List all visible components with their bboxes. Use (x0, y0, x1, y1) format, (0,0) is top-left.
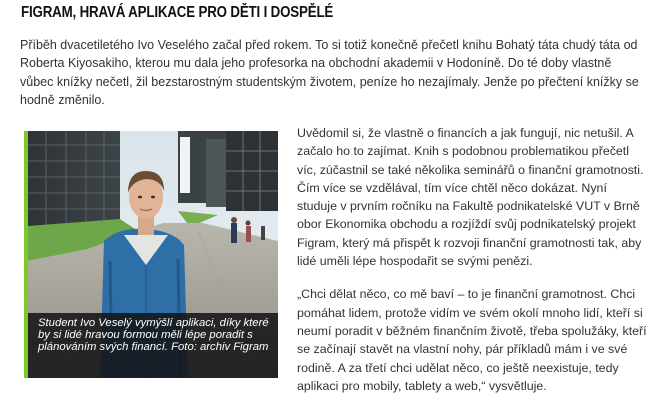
article-headline: FIGRAM, HRAVÁ APLIKACE PRO DĚTI I DOSPĚLÉ (21, 4, 334, 21)
article-lead-paragraph: Příběh dvacetiletého Ivo Veselého začal před rokem. To si totiž konečně přečetl knihu Bohatý táta chudý táta od Roberta Kiyosakiho, kterou mu dala jeho profesorka na obchodní akademii v Hodoníně. Do té doby vlastně vůbec knížky nečetl, žil bezstarostným studentským životem, peníze ho nezajímaly. Jenže po přečtení knížky se hodně změnilo. (20, 38, 639, 108)
article-photo-figure (24, 131, 278, 378)
article-body (297, 124, 649, 410)
article-quote-paragraph: „Chci dělat něco, co mě baví – to je finanční gramotnost. Chci pomáhat lidem, protože vidím ve svém okolí mnoho lidí, kteří si neumí poradit v běžném finančním životě, třeba spolužáky, kteří se začínají stavět na vlastní nohy, pár příkladů mám i ve své rodině. A za třetí chci udělat něco, co ještě neexistuje, tedy aplikaci pro mobily, tablety a web,“ vysvětluje. (297, 287, 647, 393)
article-paragraph-1: Uvědomil si, že vlastně o financích a jak fungují, nic netušil. A začalo ho to zajímat. Knih s podobnou problematikou přečetl víc, zúčastnil se také několika seminářů o finanční gramotnosti. Čím více se vzdělával, tím více chtěl něco dokázat. Nyní studuje v prvním ročníku na Fakultě podnikatelské VUT v Brně obor Ekonomika obchodu a rozjíždí svůj podnikatelský projekt Figram, který má přispět k rozvoji finanční gramotnosti tak, aby lidé uměli lépe hospodařit se svými penězi. (297, 126, 644, 269)
photo-caption: Student Ivo Veselý vymýšlí aplikaci, díky které by si lidé hravou formou měli lépe poradit s plánováním svých financí. Foto: archiv Figram (28, 313, 278, 378)
